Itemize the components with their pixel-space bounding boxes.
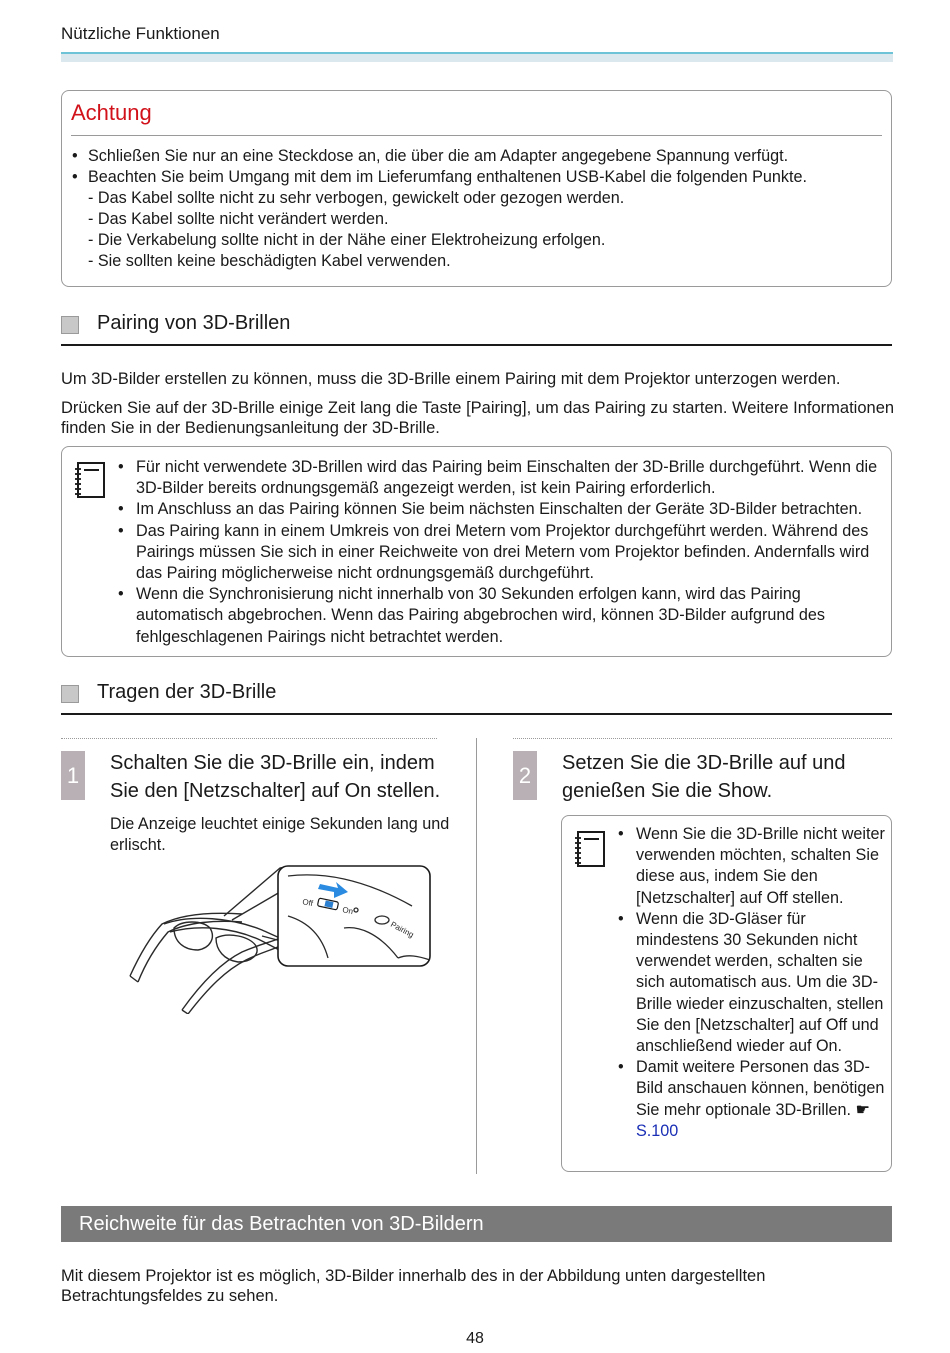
paragraph: Drücken Sie auf der 3D-Brille einige Zeit lang die Taste [Pairing], um das Pairing zu starten. Weitere Informationen finden Sie in der Bedienungsanleitung der 3D-Brille. bbox=[61, 399, 895, 437]
caution-divider bbox=[71, 135, 882, 136]
note-box bbox=[61, 446, 892, 657]
step-number-1: 1 bbox=[61, 751, 85, 800]
note-box bbox=[561, 815, 892, 1172]
note-item: • Im Anschluss an das Pairing können Sie beim nächsten Einschalten der Geräte 3D-Bilder betrachten. bbox=[118, 499, 883, 520]
note-icon bbox=[73, 461, 107, 499]
note-item bbox=[618, 1057, 885, 1142]
note-item: • Wenn Sie die 3D-Brille nicht weiter verwenden möchten, schalten Sie diese aus, indem Sie den [Netzschalter] auf Off stellen. bbox=[618, 824, 885, 909]
section-square-icon bbox=[61, 316, 79, 334]
caution-subitem: - Sie sollten keine beschädigten Kabel verwenden. bbox=[88, 252, 451, 270]
dotted-divider bbox=[61, 738, 437, 739]
dotted-divider bbox=[513, 738, 892, 739]
caution-subitem: - Das Kabel sollte nicht verändert werden. bbox=[88, 210, 389, 228]
note-item: • Für nicht verwendete 3D-Brillen wird das Pairing beim Einschalten der 3D-Brille durchgeführt. Wenn die 3D-Bilder bereits ordnungsgemäß angezeigt werden, ist kein Pairing erforderlich. bbox=[118, 457, 883, 499]
step-description: Die Anzeige leuchtet einige Sekunden lang und erlischt. bbox=[110, 815, 450, 854]
step-number-2: 2 bbox=[513, 751, 537, 800]
note-icon bbox=[573, 830, 607, 868]
step-title: Setzen Sie die 3D-Brille auf und genießen Sie die Show. bbox=[562, 752, 846, 802]
on-label: On bbox=[341, 905, 354, 917]
section-bar-range: Reichweite für das Betrachten von 3D-Bildern bbox=[61, 1206, 892, 1242]
pairing-label: Pairing bbox=[389, 919, 416, 940]
step-title: Schalten Sie die 3D-Brille ein, indem Sie den [Netzschalter] auf On stellen. bbox=[110, 752, 441, 802]
caution-box bbox=[61, 90, 892, 287]
note-list bbox=[618, 824, 885, 1142]
section-title: Pairing von 3D-Brillen bbox=[97, 312, 291, 334]
note-list bbox=[118, 457, 883, 648]
reference-pointer-icon: ☛ bbox=[855, 1100, 871, 1119]
section-heading-wearing bbox=[61, 681, 892, 715]
header-rule bbox=[61, 52, 893, 62]
note-text: Damit weitere Personen das 3D-Bild anschauen können, benötigen Sie mehr optionale 3D-Brillen. bbox=[636, 1058, 885, 1119]
off-label: Off bbox=[301, 897, 314, 909]
page-number: 48 bbox=[466, 1330, 484, 1347]
section-heading-pairing bbox=[61, 312, 892, 346]
caution-subitem: - Das Kabel sollte nicht zu sehr verbogen, gewickelt oder gezogen werden. bbox=[88, 189, 625, 207]
caution-title: Achtung bbox=[71, 100, 152, 125]
section-square-icon bbox=[61, 685, 79, 703]
paragraph: Um 3D-Bilder erstellen zu können, muss die 3D-Brille einem Pairing mit dem Projektor unterzogen werden. bbox=[61, 370, 841, 388]
note-item: • Wenn die Synchronisierung nicht innerhalb von 30 Sekunden erfolgen kann, wird das Pairing automatisch abgebrochen. Wenn das Pairing abgebrochen wird, können 3D-Bilder aufgrund des fehlgeschlagenen Pairings nicht betrachtet werden. bbox=[118, 584, 883, 648]
caution-item: • Beachten Sie beim Umgang mit dem im Lieferumfang enthaltenen USB-Kabel die folgenden Punkte. bbox=[72, 167, 881, 188]
caution-item: • Schließen Sie nur an eine Steckdose an, die über die am Adapter angegebene Spannung verfügt. bbox=[72, 146, 881, 167]
note-item: • Das Pairing kann in einem Umkreis von drei Metern vom Projektor durchgeführt werden. Während des Pairings müssen Sie sich in einer Reichweite von drei Metern vom Projektor befinden. Andernfalls wird das Pairing möglicherweise nicht ordnungsgemäß durchgeführt. bbox=[118, 521, 883, 585]
page-reference-link[interactable]: S.100 bbox=[636, 1121, 679, 1140]
caution-list bbox=[72, 146, 881, 272]
caution-subitem: - Die Verkabelung sollte nicht in der Nähe einer Elektroheizung erfolgen. bbox=[88, 231, 606, 249]
paragraph: Mit diesem Projektor ist es möglich, 3D-Bilder innerhalb des in der Abbildung unten dargestellten Betrachtungsfeldes zu sehen. bbox=[61, 1267, 766, 1305]
running-header: Nützliche Funktionen bbox=[61, 24, 220, 43]
glasses-illustration bbox=[112, 862, 434, 1014]
note-item: • Wenn die 3D-Gläser für mindestens 30 Sekunden nicht verwendet werden, schalten sie sich automatisch aus. Um die 3D-Brille wieder einzuschalten, stellen Sie den [Netzschalter] auf Off und anschließend wieder auf On. bbox=[618, 909, 885, 1057]
section-title: Tragen der 3D-Brille bbox=[97, 681, 277, 703]
column-divider bbox=[476, 738, 477, 1174]
